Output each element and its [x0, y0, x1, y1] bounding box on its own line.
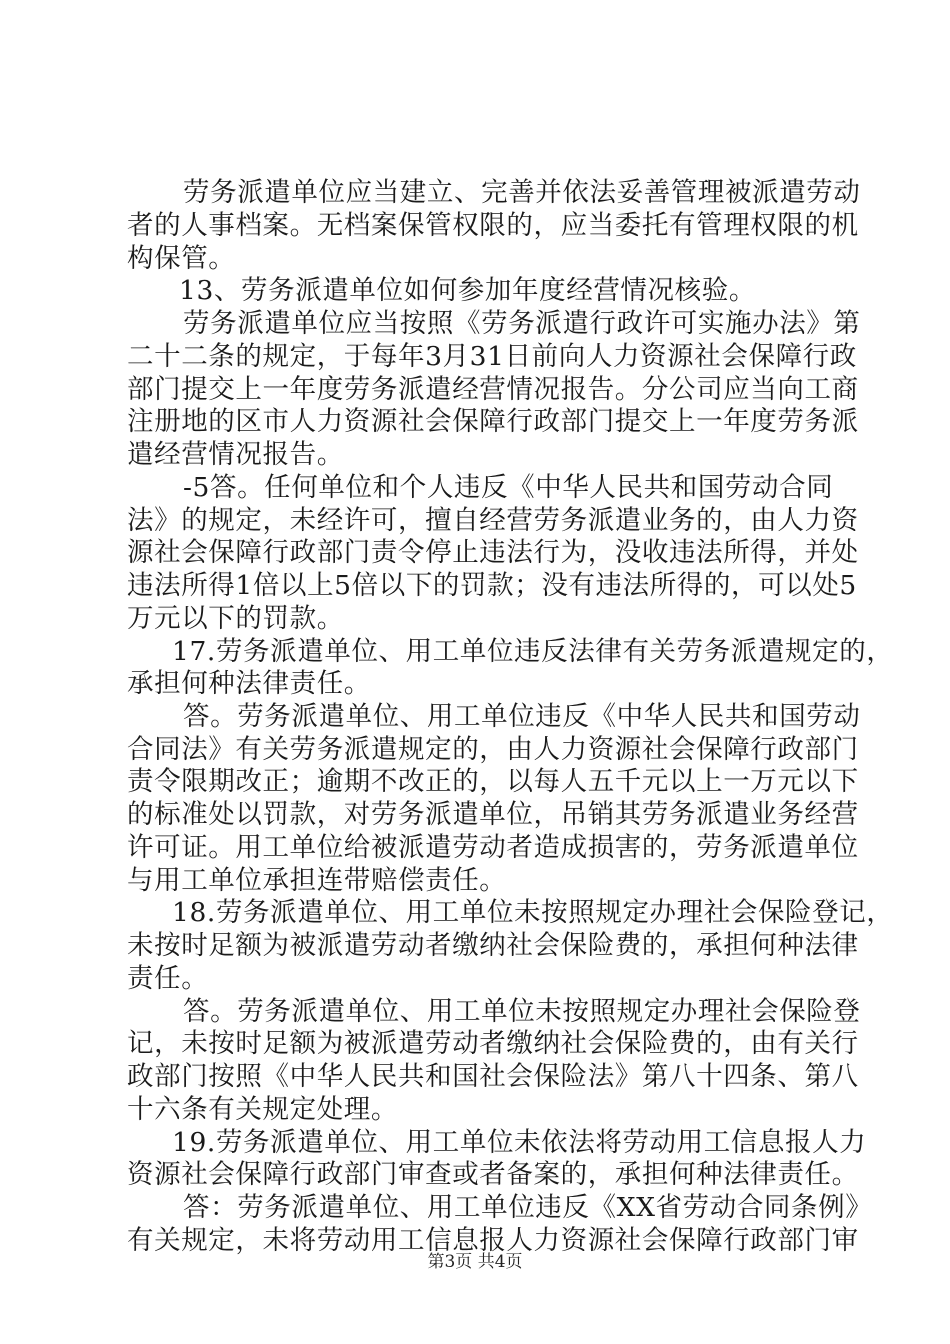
text-line: 责任。: [127, 963, 209, 994]
text-line: 劳务派遣单位应当按照《劳务派遣行政许可实施办法》第: [183, 308, 861, 339]
text-line: 构保管。: [127, 243, 236, 274]
text-line: 17.劳务派遣单位、用工单位违反法律有关劳务派遣规定的，: [172, 636, 894, 667]
text-line: 答。劳务派遣单位、用工单位违反《中华人民共和国劳动: [183, 701, 861, 732]
text-line: 未按时足额为被派遣劳动者缴纳社会保险费的，承担何种法律: [127, 930, 859, 961]
text-line: 答：劳务派遣单位、用工单位违反《XX省劳动合同条例》: [183, 1192, 873, 1223]
text-line: 13、劳务派遣单位如何参加年度经营情况核验。: [179, 275, 756, 306]
text-line: 政部门按照《中华人民共和国社会保险法》第八十四条、第八: [127, 1061, 859, 1092]
text-line: 承担何种法律责任。: [127, 668, 371, 699]
text-line: 的标准处以罚款，对劳务派遣单位，吊销其劳务派遣业务经营: [127, 799, 859, 830]
text-line: 劳务派遣单位应当建立、完善并依法妥善管理被派遣劳动: [183, 177, 861, 208]
text-line: 源社会保障行政部门责令停止违法行为，没收违法所得，并处: [127, 537, 859, 568]
text-line: 二十二条的规定，于每年3月31日前向人力资源社会保障行政: [127, 341, 857, 372]
text-line: 合同法》有关劳务派遣规定的，由人力资源社会保障行政部门: [127, 734, 859, 765]
page-number-footer: 第3页 共4页: [427, 1252, 523, 1272]
text-line: 十六条有关规定处理。: [127, 1094, 398, 1125]
text-line: 部门提交上一年度劳务派遣经营情况报告。分公司应当向工商: [127, 374, 859, 405]
text-line: 违法所得1倍以上5倍以下的罚款；没有违法所得的，可以处5: [127, 570, 857, 601]
text-line: 遣经营情况报告。: [127, 439, 344, 470]
text-line: 记，未按时足额为被派遣劳动者缴纳社会保险费的，由有关行: [127, 1028, 859, 1059]
text-line: -5答。任何单位和个人违反《中华人民共和国劳动合同: [183, 472, 834, 503]
text-line: 许可证。用工单位给被派遣劳动者造成损害的，劳务派遣单位: [127, 832, 859, 863]
text-line: 与用工单位承担连带赔偿责任。: [127, 865, 507, 896]
text-line: 18.劳务派遣单位、用工单位未按照规定办理社会保险登记，: [172, 897, 894, 928]
text-line: 资源社会保障行政部门审查或者备案的，承担何种法律责任。: [127, 1159, 859, 1190]
text-line: 法》的规定，未经许可，擅自经营劳务派遣业务的，由人力资: [127, 505, 859, 536]
text-line: 注册地的区市人力资源社会保障行政部门提交上一年度劳务派: [127, 406, 859, 437]
text-line: 19.劳务派遣单位、用工单位未依法将劳动用工信息报人力: [172, 1127, 867, 1158]
text-line: 答。劳务派遣单位、用工单位未按照规定办理社会保险登: [183, 996, 861, 1027]
text-line: 者的人事档案。无档案保管权限的，应当委托有管理权限的机: [127, 210, 859, 241]
text-line: 万元以下的罚款。: [127, 603, 344, 634]
text-line: 责令限期改正；逾期不改正的，以每人五千元以上一万元以下: [127, 766, 859, 797]
text-line: 有关规定，未将劳动用工信息报人力资源社会保障行政部门审: [127, 1225, 859, 1256]
